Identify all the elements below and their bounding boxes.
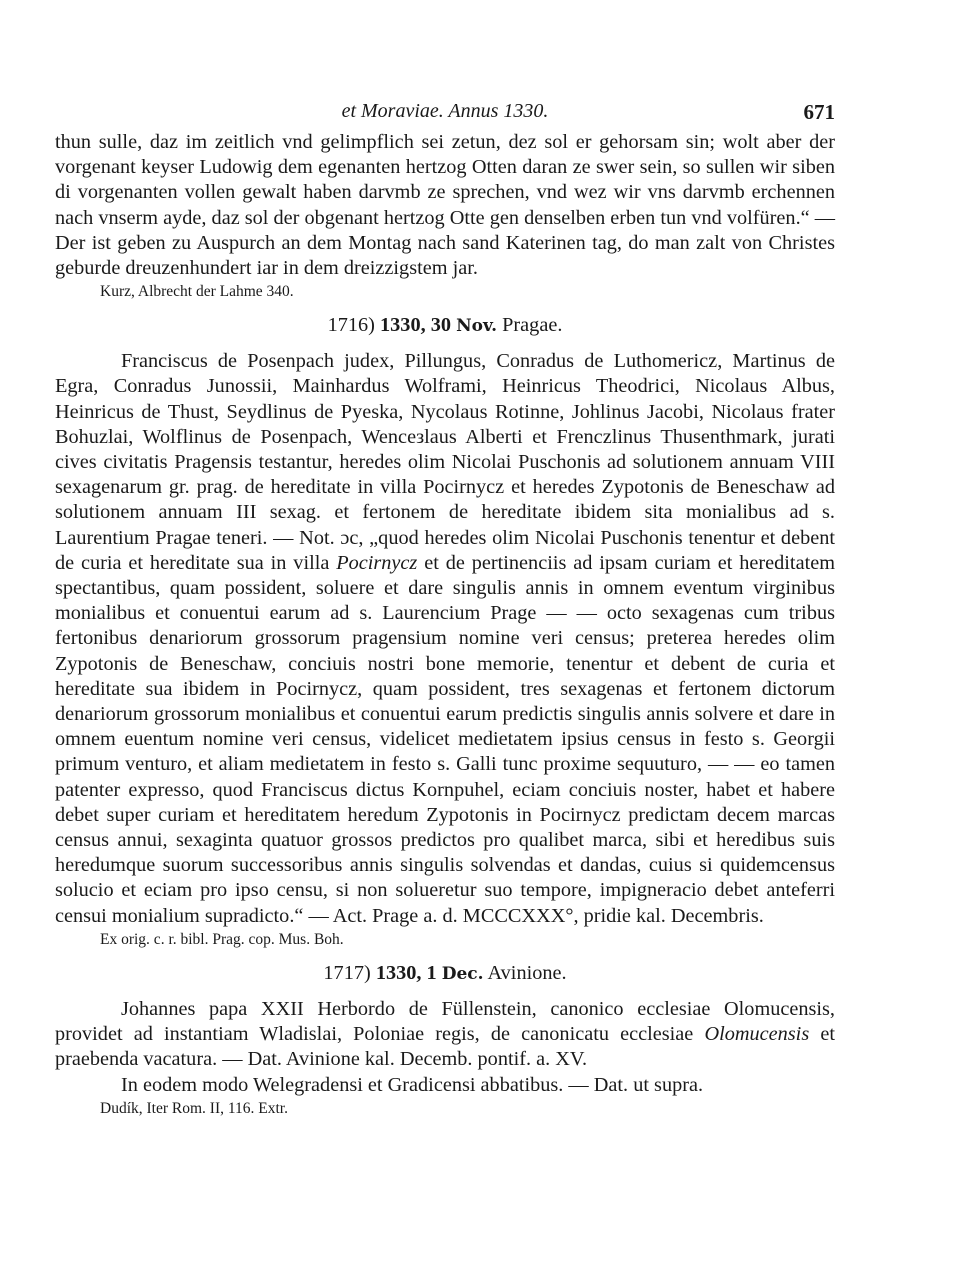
entry-text-part: Johannes papa XXII Herbordo de Füllenstein, canonico ecclesiae Olomucensis, providet ad instantiam Wladislai, Poloniae regis, de canonicatu ecclesiae: [55, 997, 835, 1046]
entry-text-part: et de pertinenciis ad ipsam curiam et hereditatem spectantibus, quam possident, soluere et dare singulis annis in omnem eventum virginibus monialibus et conuentui earum ad s. Laurencium Prage — — octo sexagenas cum tribus fertonibus denariorum grossorum pragensium nomine veri census; preterea heredes olim Zypotonis de Beneschaw, conciuis nostri bone memorie, tenentur et debent de curia et hereditate sua ibidem in Pocirnycz, quam possident, tres sexagenas et fertonem dictorum denariorum grossorum monialibus et conuentui earum predictis singulis annis solvere et dare in omnem euentum nomine veri census, videlicet medietatem ipsius census in festo s. Georgii primum venturo, et aliam medietatem in festo s. Galli tunc proxime sequuturo, — — eo tamen patenter expresso, quod Franciscus dictus Kornpuhel, eciam conciuis noster, habet et habere debet super curiam et hereditatem heredum Zypotonis in Pocirnycz predictam decem marcas census annui, sexaginta quatuor grossos predictos pro qualibet marca, sibi et heredibus suis heredumque suorum successoribus annis singulis solvendas et dandas, cuius si quidemcensus solucio et eciam pro ipso censu, si non solueretur suo tempore, impigneracio debet anteferri censui monialium supradicto.“ — Act. Prage a. d. MCCCXXX°, pridie kal. Decembris.: [55, 551, 835, 927]
entry-place: Pragae.: [502, 314, 563, 337]
entry-year: 1330,: [375, 961, 422, 984]
entry-heading-1716: [55, 313, 835, 339]
entry-text-italic: Olomucensis: [704, 1023, 810, 1046]
source-citation: Ex orig. c. r. bibl. Prag. cop. Mus. Boh.: [100, 930, 344, 948]
page-header: [55, 100, 835, 130]
entry-text-1716: [55, 349, 835, 929]
entry-number: 1717): [323, 961, 371, 984]
continuation-paragraph: thun sulle, daz im zeitlich vnd gelimpflich sei zetun, dez sol er gehorsam sin; wolt aber der vorgenant keyser Ludowig dem egenanten hertzog Otten daran ze swer sein, so sullen wir siben di vorgenanten vollen gewalt haben darvmb ze sprechen, vnd wez wir vns darvmb erchennen nach vnserm ayde, daz sol der obgenant hertzog Otte gen denselben erben tun vnd volfüren.“ — Der ist geben zu Auspurch an dem Montag nach sand Katerinen tag, do man zalt von Christes geburde dreuzenhundert iar in dem dreizzigstem jar.: [55, 131, 835, 280]
entry-year: 1330,: [380, 314, 426, 337]
page-number: 671: [803, 100, 835, 124]
entry-text-part: et praebenda vacatura. — Dat. Avinione kal. Decemb. pontif. a. XV.: [55, 1023, 835, 1071]
entry-day: 1: [426, 961, 437, 984]
entry-text-part: Franciscus de Posenpach judex, Pillungus, Conradus de Luthomericz, Martinus de Egra, Conradus Junossii, Mainhardus Wolframi, Heinricus Theodrici, Nicolaus Albus, Heinricus de Thust, Seydlinus de Pyeska, Nycolaus Rotinne, Johlinus Jacobi, Nicolaus frater Bohuzlai, Wolflinus de Posenpach, Wenceзlaus Alberti et Frenczlinus Thusenthmark, jurati cives civitatis Pragensis testantur, heredes olim Nicolai Puschonis ad solutionem annuam VIII sexagenarum gr. prag. de hereditate in villa Pocirnycz et heredes Zypotonis de Beneschaw ad solutionem annuam III sexag. et fertonem de hereditate ibidem sita monialibus ad s. Laurentium Pragae teneri. — Not. ɔc, „quod heredes olim Nicolai Puschonis tenentur et debent de curia et hereditate sua in villa: [55, 350, 835, 574]
entry-day: 30: [430, 314, 452, 337]
entry-place: Avinione.: [487, 961, 567, 984]
entry-number: 1716): [327, 314, 375, 337]
document-page: [55, 100, 835, 1130]
source-citation: Kurz, Albrecht der Lahme 340.: [100, 283, 294, 301]
source-citation: Dudík, Iter Rom. II, 116. Extr.: [100, 1099, 288, 1117]
entry-month: Dec.: [441, 963, 484, 984]
entry-heading-1717: [55, 961, 835, 987]
entry-month: Nov.: [456, 316, 498, 337]
entry-text-italic: Pocirnycz: [336, 551, 418, 574]
entry-text-1717: [55, 997, 835, 1073]
entry-text-1717-second: In eodem modo Welegradensi et Gradicensi abbatibus. — Dat. ut supra.: [121, 1073, 704, 1096]
running-title: et Moraviae. Annus 1330.: [341, 100, 549, 122]
